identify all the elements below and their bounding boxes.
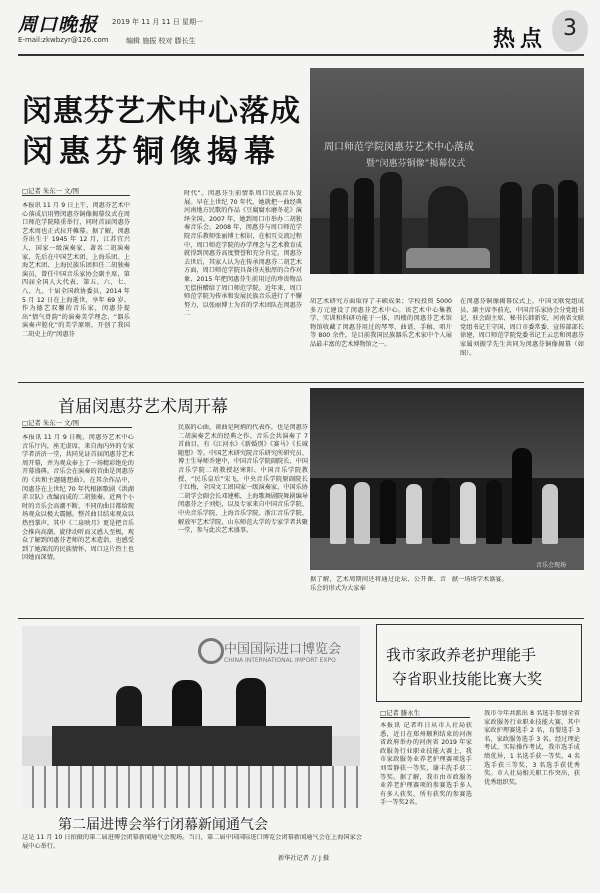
article-4 bbox=[374, 622, 584, 872]
article-1-column-2: 时代”。闵惠芬生前情系周口民族音乐发展。早在上世纪 70 年代，她就把一曲经典河南地方民歌的作品《豆腐腐水磨冬花》演绎全国。2007 年，她到周口市举办二胡独奏音乐会。2008 年，闵惠芬与周口师范学院音乐教师张丽博士相识，在相互交流过程中，周口师范学院的办学理念与艺术教育成就得到闵惠芬高度赞誉和充分肯定。闵惠芬去世后，其家人认为在传承闵惠芬二胡艺术方面，周口师范学院具备得天独厚的合作对象，2015 年把闵惠芬生前用过的珍贵物品无偿捐赠给了周口师范学院。近年来，周口师范学院为传承和发展民族音乐进行了不懈努力，以张丽博士为首的学术团队在闵惠芬二 bbox=[184, 190, 302, 318]
masthead-email: E-mail:zkwbzyr@126.com bbox=[18, 36, 109, 44]
page-number: 3 bbox=[563, 16, 577, 41]
photo-banner-line-1: 周口师范学院闵惠芬艺术中心落成 bbox=[324, 142, 474, 153]
statue-pedestal bbox=[406, 248, 490, 268]
performer-silhouette bbox=[460, 482, 476, 544]
article-3-headline: 第二届进博会举行闭幕新闻通气会 bbox=[58, 817, 268, 833]
expo-logo-icon bbox=[198, 638, 224, 664]
article-3-credit: 新华社记者 万 J 摄 bbox=[278, 855, 330, 862]
article-2-headline: 首届闵惠芬艺术周开幕 bbox=[58, 397, 228, 417]
article-4-column-2: 我市今年共派出 8 名选手参加全省家政服务行业职业技能大赛，其中家政护理赛选手 2 名，育婴选手 3 名，家政服务选手 3 名。经过理论考试、实际操作考试，我市选手成绩优异，1 名选手获一等奖，4 名选手获三等奖，3 名选手获优秀奖。市人社局相关职工作突出，获优秀组织奖。 bbox=[484, 710, 580, 786]
masthead bbox=[0, 0, 600, 60]
article-4-byline: □记者 滕永生 bbox=[380, 709, 421, 717]
press-conference-photo bbox=[22, 626, 360, 808]
article-2 bbox=[18, 384, 584, 616]
section-label: 热点 bbox=[493, 26, 548, 52]
performer-silhouette bbox=[330, 484, 346, 544]
article-4-column-1: 本报讯 记者昨日从市人社局获悉，近日在郑州顺利结束的河南省政府举办的河南省 2019 年家政服务行业职业技能大赛上，我市家政服务业养老护理赛项选手刘雪静获一等奖，谢丰洗手获二等奖。据了解，我市由市政服务业养老护理赛项的参赛选手多人有多人获奖，所有获奖的参赛选手一等奖2名。 bbox=[380, 722, 472, 807]
performer-silhouette bbox=[354, 482, 370, 544]
masthead-editor: 编辑 施振 校对 滕长生 bbox=[126, 37, 196, 45]
article-3 bbox=[18, 622, 368, 872]
guest-silhouette bbox=[500, 182, 522, 274]
performer-silhouette bbox=[406, 484, 422, 544]
article-4-headline-line-1: 我市家政养老护理能手 bbox=[386, 646, 537, 664]
byline-rule bbox=[380, 717, 470, 718]
guest-silhouette bbox=[354, 178, 374, 274]
section-divider bbox=[18, 618, 584, 619]
performer-silhouette bbox=[512, 448, 532, 544]
masthead-rule bbox=[18, 54, 584, 56]
guest-silhouette bbox=[330, 188, 348, 274]
article-1-column-3: 胡艺术研究方面取得了丰硕成果；学校投资 5000 多万元建设了闵惠芬艺术中心。该艺术中心集教学、实训和科研功能于一体，四楼的闵惠芬艺术馆物馆收藏了闵惠芬用过的琴琴、曲谱、手稿、唱片等 800 余件，是目前我国民族器乐艺术家中个人展品最丰富的艺术博物馆之一。 bbox=[310, 298, 452, 348]
article-1-headline-line-2: 闵惠芬铜像揭幕 bbox=[22, 134, 281, 170]
article-4-headline-line-2: 夺省职业技能比赛大奖 bbox=[392, 670, 543, 688]
guest-silhouette bbox=[558, 180, 578, 274]
article-1-byline: □记者 朱东一 文/图 bbox=[22, 187, 79, 195]
section-divider bbox=[18, 382, 584, 383]
byline-rule bbox=[22, 195, 130, 196]
article-1-column-1: 本报讯 11 月 9 日上午，闵惠芬艺术中心落成启用暨闵惠芬铜像揭幕仪式在周口师范学院隆重举行，同时首届闵惠芬艺术周也正式拉开帷幕。据了解，闵惠芬出生于 1945 年 12 月，江苏宜兴人，国家一级演奏家，著名二胡演奏家，先后在中国艺术团、上海乐团、上海艺术团、上海民族乐团担任二胡独奏演员，曾任中国音乐家协会副主席，第四届全国人大代表、第五、六、七、八、九、十届全国政协委员，2014 年 5 月 12 日在上海逝世，享年 69 岁。作为德艺双馨的音乐家，闵惠芬提出“情气骨韵”的演奏美学理念、“器乐演奏声腔化”的美学原则，开创了我国二胡史上的“闵惠芬 bbox=[22, 202, 130, 338]
guest-silhouette bbox=[532, 184, 554, 274]
official-silhouette bbox=[172, 680, 202, 732]
performer-silhouette bbox=[542, 484, 558, 544]
performer-silhouette bbox=[380, 480, 396, 544]
article-2-byline: □记者 朱东一 文/图 bbox=[22, 419, 79, 427]
article-2-column-2: 民族的心曲，谈曲是阿炳的代表作，也是闵惠芬二胡演奏艺术的经典之作。音乐会共演奏了 7 首曲目，有《江河水》《新婚别》《赛马》《长城随想》等。中国艺术研究院音乐研究所研究员、博士生导师乔建中，中国音乐学院副院长、中国音乐学院二胡教授赵寒阳、中国音乐学院教授、“民乐皇后”宋飞，中央音乐学院原副院长于红梅，全国文工团国家一级演奏家、中国乐协二胡学会副会长邓建栋，上海歌舞剧院舞剧编导闵惠芬之子刘炬，以及专家来自中国音乐学院、中央音乐学院、上海音乐学院、浙江音乐学院、解放军艺术学院、山东师范大学的专家学者共聚一堂，参与此次艺术盛事。 bbox=[178, 424, 308, 535]
article-2-column-1: 本报讯 11 月 9 日晚，闵惠芬艺术中心音乐厅内，座无虚席，来自海内外的专家学者济济一堂，共同见证首届闵惠芬艺术周开幕，并为观众奉上了一场精彩绝伦的开幕盛典。音乐会在演奏的首曲是闵惠芬的《共和主题随想曲》。在其余作品中，闵惠芬在上世纪 70 年代根据歌剧《洪湖赤卫队》改编而成的二胡独奏。近两个小时的音乐会高潮不断，不同的曲目都给现场观众以极大震撼。整首曲目结束观众以热烈掌声。其中《二泉映月》更是把音乐会推向高潮，旋律动听而又感人至极，观众了解到闵惠芬老师的艺术造诣，也感受到了她深沉的民族情怀，周口这片热土也因她而深情。 bbox=[22, 434, 134, 562]
stage-backdrop bbox=[310, 388, 584, 478]
masthead-date: 2019 年 11 月 11 日 星期一 bbox=[112, 18, 203, 26]
podium-table bbox=[52, 726, 332, 766]
expo-backdrop-title-cn: 中国国际进口博览会 bbox=[224, 642, 342, 657]
article-1-headline-line-1: 闵惠芬艺术中心落成 bbox=[22, 94, 301, 129]
article-3-caption: 这是 11 月 10 日拍摄的第二届进博会闭幕新闻通气会现场。当日，第二届中国国际进口博览会闭幕新闻通气会在上海国家会展中心举行。 bbox=[22, 834, 362, 850]
performer-silhouette bbox=[432, 478, 450, 544]
concert-photo bbox=[310, 388, 584, 570]
guest-silhouette bbox=[380, 172, 402, 274]
expo-backdrop-title-en: CHINA INTERNATIONAL IMPORT EXPO bbox=[224, 657, 336, 664]
byline-rule bbox=[22, 427, 132, 428]
photo-banner-line-2: 暨“闵惠芬铜像”揭幕仪式 bbox=[366, 159, 466, 169]
performer-silhouette bbox=[486, 480, 502, 544]
masthead-logo: 周口晚报 bbox=[18, 14, 99, 36]
official-silhouette bbox=[236, 678, 266, 732]
photo-caption: 音乐会现场 bbox=[536, 562, 567, 569]
flower-row bbox=[22, 766, 360, 808]
article-2-column-3: 据了解，艺术周期间还将通过论坛、公开课、音乐会的形式为大家奉 bbox=[310, 576, 446, 592]
unveiling-photo bbox=[310, 68, 584, 274]
article-2-column-4: 献一场场学术盛宴。 bbox=[452, 576, 508, 583]
article-1-column-4: 在闵惠芬铜像揭幕仪式上，中国文联党组成员、副主席李前光，中国音乐家协会分党组书记、驻会副主席、秘书长韩新安，河南省文联党组书记王守国，周口市委常委、宣传部部长徐建，周口师范学院党委书记王云忠和闵惠芬家属刘振学先生共同为闵惠芬铜像揭幕（如图）。 bbox=[460, 298, 584, 357]
article-1 bbox=[18, 62, 584, 380]
